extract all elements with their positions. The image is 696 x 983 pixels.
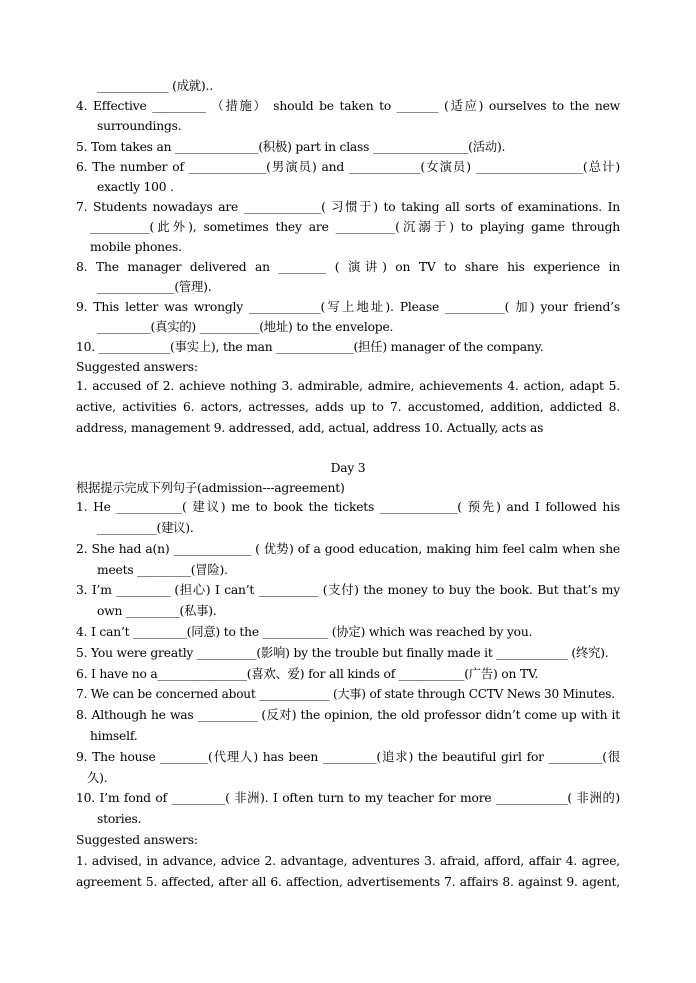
exercise-line: 10. ____________(事实上), the man _____________(担任) manager of the company.	[76, 340, 544, 354]
answer-line: active, activities 6. actors, actresses, adds up to 7. accustomed, addition, addicted 8.	[76, 400, 620, 414]
exercise-line: 4. I can’t _________(同意) to the ___________ (协定) which was reached by you.	[76, 625, 533, 639]
exercise-line: 10. I’m fond of _________( 非洲). I often turn to my teacher for more ____________( 非洲的)	[76, 791, 620, 805]
exercise-line: 6. I have no a_______________(喜欢、爱) for all kinds of ___________(广告) on TV.	[76, 667, 539, 681]
exercise-line: stories.	[97, 812, 142, 826]
exercise-line: himself.	[90, 729, 138, 743]
exercise-line: 8. The manager delivered an ________ ( 演讲) on TV to share his experience in	[76, 260, 620, 274]
exercise-line: 4. Effective _________ （措施） should be taken to _______ (适应) ourselves to the new	[76, 99, 620, 113]
answer-line: address, management 9. addressed, add, actual, address 10. Actually, acts as	[76, 421, 544, 435]
section-instruction: 根据提示完成下列句子(admission---agreement)	[76, 481, 345, 495]
answer-line: 1. accused of 2. achieve nothing 3. admirable, admire, achievements 4. action, adapt 5.	[76, 379, 620, 393]
exercise-line: 久).	[87, 771, 108, 785]
exercise-line: 9. This letter was wrongly ____________(写上地址). Please __________( 加) your friend’s	[76, 300, 620, 314]
answer-line: agreement 5. affected, after all 6. affection, advertisements 7. affairs 8. against 9. agent,	[76, 875, 620, 889]
exercise-line: 2. She had a(n) _____________ ( 优势) of a good education, making him feel calm when she	[76, 542, 620, 556]
exercise-line: _____________(管理).	[97, 280, 212, 294]
answer-line: 1. advised, in advance, advice 2. advantage, adventures 3. afraid, afford, affair 4. agree,	[76, 854, 620, 868]
exercise-line: 7. We can be concerned about ____________ (大事) of state through CCTV News 30 Minutes.	[76, 687, 615, 701]
answers-heading: Suggested answers:	[76, 360, 198, 374]
exercise-line: __________(此外), sometimes they are __________(沉溺于) to playing game through	[90, 220, 620, 234]
exercise-line: meets _________(冒险).	[97, 563, 228, 577]
exercise-line: 9. The house ________(代理人) has been _________(追求) the beautiful girl for _________(很	[76, 750, 620, 764]
exercise-line: surroundings.	[97, 119, 182, 133]
exercise-line: own _________(私事).	[97, 604, 217, 618]
exercise-line: 5. Tom takes an ______________(积极) part in class ________________(活动).	[76, 140, 506, 154]
exercise-line: 3. I’m _________ (担心) I can’t __________ (支付) the money to buy the book. But that’s my	[76, 583, 620, 597]
exercise-line: 5. You were greatly __________(影响) by the trouble but finally made it ____________ (终究).	[76, 646, 609, 660]
exercise-line: mobile phones.	[90, 240, 182, 254]
answers-heading: Suggested answers:	[76, 833, 198, 847]
exercise-line: 1. He ___________( 建议) me to book the tickets _____________( 预先) and I followed his	[76, 500, 620, 514]
exercise-line: _________(真实的) __________(地址) to the envelope.	[97, 320, 394, 334]
exercise-line: 6. The number of _____________(男演员) and ____________(女演员) __________________(总计)	[76, 160, 620, 174]
exercise-line: 7. Students nowadays are _____________( 习惯于) to taking all sorts of examinations. In	[76, 200, 620, 214]
exercise-line: exactly 100 .	[97, 180, 174, 194]
section-title: Day 3	[330, 461, 366, 475]
exercise-line: 8. Although he was __________ (反对) the opinion, the old professor didn’t come up with it	[76, 708, 620, 722]
exercise-line: __________(建议).	[97, 521, 194, 535]
exercise-line: ____________ (成就)..	[97, 79, 213, 93]
